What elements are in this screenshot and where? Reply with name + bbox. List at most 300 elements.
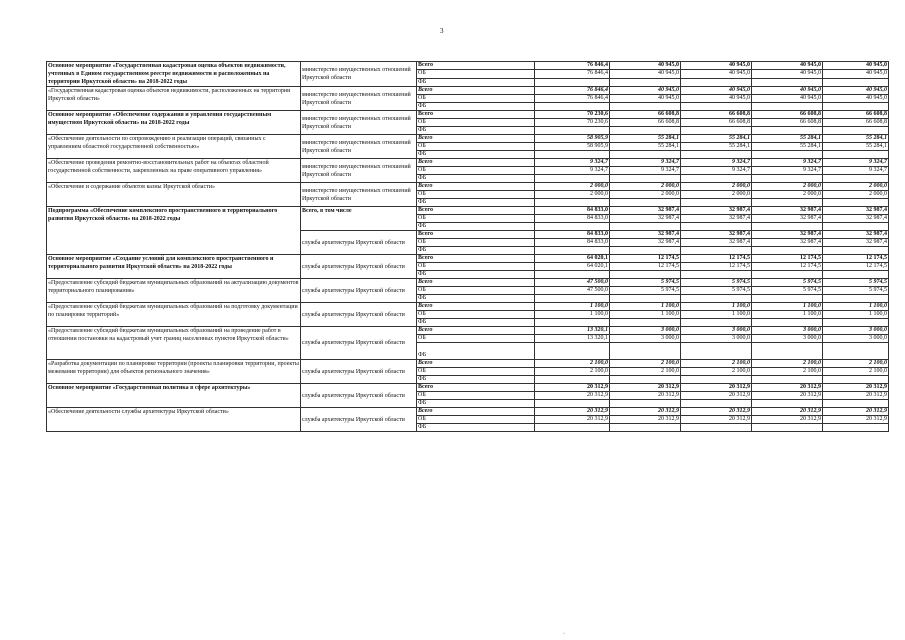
measure-name: «Разработка документации по планировке территории (проекты планировки территории, проекты межевания территории) для объектов регионального значения» bbox=[47, 360, 301, 384]
funding-source: Всего bbox=[417, 384, 535, 392]
amount-cell: 1 100,0 bbox=[752, 311, 823, 319]
amount-cell: 40 945,0 bbox=[823, 95, 889, 103]
amount-cell: 2 100,0 bbox=[535, 360, 610, 368]
amount-cell bbox=[752, 319, 823, 327]
amount-cell: 32 987,4 bbox=[752, 231, 823, 239]
amount-cell: 2 000,0 bbox=[535, 191, 610, 199]
amount-cell: 32 987,4 bbox=[681, 231, 752, 239]
funding-source: ФБ bbox=[417, 271, 535, 279]
amount-cell bbox=[610, 400, 681, 408]
amount-cell: 32 987,4 bbox=[752, 215, 823, 223]
amount-cell: 32 987,4 bbox=[681, 207, 752, 215]
amount-cell: 9 324,7 bbox=[535, 167, 610, 175]
amount-cell bbox=[681, 151, 752, 159]
amount-cell: 58 905,9 bbox=[535, 143, 610, 151]
amount-cell: 5 974,5 bbox=[752, 279, 823, 287]
amount-cell: 32 987,4 bbox=[752, 239, 823, 247]
funding-source: Всего bbox=[417, 159, 535, 167]
amount-cell bbox=[610, 151, 681, 159]
amount-cell: 32 987,4 bbox=[610, 231, 681, 239]
responsible-executor: служба архитектуры Иркутской области bbox=[301, 408, 417, 432]
amount-cell bbox=[823, 247, 889, 255]
measure-name: Основное мероприятие «Государственная политика в сфере архитектуры» bbox=[47, 384, 301, 408]
amount-cell: 3 000,0 bbox=[823, 327, 889, 335]
funding-source: ОБ bbox=[417, 416, 535, 424]
amount-cell bbox=[823, 127, 889, 135]
table-row bbox=[47, 87, 889, 95]
amount-cell: 64 020,1 bbox=[535, 255, 610, 263]
amount-cell: 2 000,0 bbox=[535, 183, 610, 191]
funding-source: ФБ bbox=[417, 78, 535, 86]
table-row bbox=[47, 303, 889, 311]
amount-cell bbox=[681, 400, 752, 408]
amount-cell: 2 100,0 bbox=[752, 360, 823, 368]
table-row bbox=[47, 384, 889, 392]
amount-cell: 32 987,4 bbox=[752, 207, 823, 215]
amount-cell bbox=[610, 295, 681, 303]
amount-cell bbox=[681, 376, 752, 384]
responsible-executor: служба архитектуры Иркутской области bbox=[301, 360, 417, 384]
table-row bbox=[47, 408, 889, 416]
amount-cell: 76 846,4 bbox=[535, 70, 610, 78]
amount-cell bbox=[535, 103, 610, 111]
amount-cell bbox=[823, 319, 889, 327]
amount-cell: 55 284,1 bbox=[823, 135, 889, 143]
amount-cell: 20 312,9 bbox=[752, 408, 823, 416]
amount-cell bbox=[535, 151, 610, 159]
amount-cell: 84 833,0 bbox=[535, 239, 610, 247]
funding-source: ФБ bbox=[417, 151, 535, 159]
funding-source: ОБ bbox=[417, 70, 535, 78]
amount-cell bbox=[681, 424, 752, 432]
table-row bbox=[47, 159, 889, 167]
funding-source: ОБ bbox=[417, 95, 535, 103]
amount-cell bbox=[535, 400, 610, 408]
amount-cell: 2 100,0 bbox=[823, 368, 889, 376]
funding-source: ОБ bbox=[417, 119, 535, 127]
amount-cell: 9 324,7 bbox=[610, 159, 681, 167]
responsible-executor: служба архитектуры Иркутской области bbox=[301, 384, 417, 408]
amount-cell: 1 100,0 bbox=[823, 311, 889, 319]
amount-cell bbox=[681, 295, 752, 303]
funding-source: ОБ bbox=[417, 191, 535, 199]
footer-mark: · bbox=[563, 631, 565, 637]
amount-cell: 3 000,0 bbox=[752, 327, 823, 335]
amount-cell bbox=[752, 175, 823, 183]
amount-cell: 20 312,9 bbox=[535, 384, 610, 392]
measure-name: «Государственная кадастровая оценка объектов недвижимости, расположенных на территории Иркутской области» bbox=[47, 87, 301, 111]
responsible-executor: служба архитектуры Иркутской области bbox=[301, 303, 417, 327]
measure-name: Основное мероприятие «Государственная кадастровая оценка объектов недвижимости, учтенных в Едином государственном реестре недвижимости и расположенных на территории Иркутской области» на 2018-2022 годы bbox=[47, 62, 301, 87]
amount-cell: 40 945,0 bbox=[681, 62, 752, 70]
amount-cell bbox=[752, 400, 823, 408]
amount-cell: 55 284,1 bbox=[610, 135, 681, 143]
amount-cell: 40 945,0 bbox=[752, 87, 823, 95]
amount-cell: 20 312,9 bbox=[610, 384, 681, 392]
measure-name: «Предоставление субсидий бюджетам муниципальных образований на проведение работ в отношении постановки на кадастровый учет границ населенных пунктов Иркутской области» bbox=[47, 327, 301, 360]
amount-cell bbox=[610, 223, 681, 231]
amount-cell: 20 312,9 bbox=[752, 384, 823, 392]
measure-name: Основное мероприятие «Создание условий для комплексного пространственного и территориального развития Иркутской области» на 2018-2022 годы bbox=[47, 255, 301, 279]
amount-cell: 9 324,7 bbox=[681, 167, 752, 175]
funding-source: ОБ bbox=[417, 368, 535, 376]
amount-cell: 32 987,4 bbox=[681, 239, 752, 247]
amount-cell bbox=[535, 319, 610, 327]
amount-cell: 66 608,8 bbox=[610, 119, 681, 127]
amount-cell bbox=[752, 78, 823, 86]
funding-source: ФБ bbox=[417, 319, 535, 327]
amount-cell: 84 833,0 bbox=[535, 231, 610, 239]
table-row bbox=[47, 327, 889, 335]
amount-cell: 2 000,0 bbox=[752, 191, 823, 199]
amount-cell: 5 974,5 bbox=[681, 279, 752, 287]
amount-cell bbox=[535, 199, 610, 207]
amount-cell: 12 174,5 bbox=[681, 263, 752, 271]
amount-cell: 20 312,9 bbox=[610, 416, 681, 424]
funding-source: ФБ bbox=[417, 103, 535, 111]
amount-cell: 32 987,4 bbox=[823, 231, 889, 239]
amount-cell: 9 324,7 bbox=[535, 159, 610, 167]
amount-cell: 66 608,8 bbox=[823, 119, 889, 127]
amount-cell: 66 608,8 bbox=[681, 119, 752, 127]
table-row bbox=[47, 135, 889, 143]
responsible-executor: министерство имущественных отношений Иркутской области bbox=[301, 135, 417, 159]
amount-cell: 9 324,7 bbox=[823, 167, 889, 175]
amount-cell: 2 000,0 bbox=[681, 191, 752, 199]
amount-cell bbox=[681, 343, 752, 360]
amount-cell: 2 100,0 bbox=[681, 368, 752, 376]
amount-cell bbox=[610, 175, 681, 183]
amount-cell bbox=[681, 199, 752, 207]
amount-cell: 70 230,6 bbox=[535, 111, 610, 119]
amount-cell: 9 324,7 bbox=[681, 159, 752, 167]
amount-cell: 2 100,0 bbox=[823, 360, 889, 368]
amount-cell bbox=[610, 376, 681, 384]
amount-cell bbox=[752, 223, 823, 231]
amount-cell: 9 324,7 bbox=[752, 167, 823, 175]
amount-cell: 66 608,8 bbox=[681, 111, 752, 119]
amount-cell: 20 312,9 bbox=[535, 416, 610, 424]
amount-cell bbox=[610, 247, 681, 255]
amount-cell: 76 846,4 bbox=[535, 87, 610, 95]
amount-cell: 76 846,4 bbox=[535, 95, 610, 103]
amount-cell: 40 945,0 bbox=[752, 70, 823, 78]
amount-cell bbox=[681, 223, 752, 231]
amount-cell: 3 000,0 bbox=[681, 327, 752, 335]
amount-cell bbox=[823, 376, 889, 384]
amount-cell: 20 312,9 bbox=[610, 408, 681, 416]
amount-cell: 40 945,0 bbox=[681, 87, 752, 95]
table-body bbox=[47, 62, 889, 432]
amount-cell: 40 945,0 bbox=[752, 95, 823, 103]
amount-cell bbox=[610, 424, 681, 432]
amount-cell: 32 987,4 bbox=[610, 207, 681, 215]
amount-cell: 1 100,0 bbox=[681, 311, 752, 319]
responsible-executor: служба архитектуры Иркутской области bbox=[301, 279, 417, 303]
amount-cell: 2 100,0 bbox=[752, 368, 823, 376]
amount-cell bbox=[752, 103, 823, 111]
amount-cell bbox=[823, 151, 889, 159]
amount-cell: 20 312,9 bbox=[823, 416, 889, 424]
funding-source: ФБ bbox=[417, 424, 535, 432]
table-row bbox=[47, 279, 889, 287]
amount-cell bbox=[752, 199, 823, 207]
amount-cell bbox=[610, 199, 681, 207]
amount-cell: 5 974,5 bbox=[610, 279, 681, 287]
amount-cell bbox=[535, 175, 610, 183]
funding-source: ФБ bbox=[417, 247, 535, 255]
amount-cell: 84 833,0 bbox=[535, 207, 610, 215]
measure-name: «Обеспечение и содержание объектов казны Иркутской области» bbox=[47, 183, 301, 207]
amount-cell: 66 608,8 bbox=[823, 111, 889, 119]
amount-cell: 40 945,0 bbox=[823, 87, 889, 95]
funding-source: Всего bbox=[417, 87, 535, 95]
amount-cell: 20 312,9 bbox=[681, 416, 752, 424]
amount-cell: 2 100,0 bbox=[610, 360, 681, 368]
amount-cell bbox=[823, 400, 889, 408]
amount-cell: 32 987,4 bbox=[681, 215, 752, 223]
amount-cell bbox=[752, 295, 823, 303]
funding-source: Всего bbox=[417, 183, 535, 191]
amount-cell: 20 312,9 bbox=[535, 408, 610, 416]
amount-cell bbox=[752, 343, 823, 360]
amount-cell bbox=[752, 376, 823, 384]
amount-cell bbox=[681, 103, 752, 111]
amount-cell: 1 100,0 bbox=[823, 303, 889, 311]
measure-name: «Предоставление субсидий бюджетам муниципальных образований на подготовку документации по планировке территорий» bbox=[47, 303, 301, 327]
amount-cell bbox=[823, 343, 889, 360]
amount-cell: 55 284,1 bbox=[752, 135, 823, 143]
amount-cell: 20 312,9 bbox=[681, 392, 752, 400]
responsible-executor: Всего, в том числе bbox=[301, 207, 417, 231]
amount-cell: 32 987,4 bbox=[610, 215, 681, 223]
amount-cell: 40 945,0 bbox=[610, 70, 681, 78]
amount-cell: 12 174,5 bbox=[823, 255, 889, 263]
funding-source: ФБ bbox=[417, 175, 535, 183]
amount-cell: 1 100,0 bbox=[752, 303, 823, 311]
amount-cell: 2 100,0 bbox=[535, 368, 610, 376]
amount-cell: 3 000,0 bbox=[752, 335, 823, 343]
amount-cell: 5 974,5 bbox=[752, 287, 823, 295]
amount-cell bbox=[610, 271, 681, 279]
amount-cell: 40 945,0 bbox=[610, 87, 681, 95]
amount-cell bbox=[823, 175, 889, 183]
funding-source: ОБ bbox=[417, 143, 535, 151]
funding-source: ОБ bbox=[417, 335, 535, 343]
amount-cell: 12 174,5 bbox=[681, 255, 752, 263]
amount-cell: 40 945,0 bbox=[823, 62, 889, 70]
amount-cell: 2 000,0 bbox=[610, 183, 681, 191]
measure-name: «Обеспечение деятельности по сопровождению и реализации операций, связанных с управлением областной государственной собственностью» bbox=[47, 135, 301, 159]
amount-cell: 13 320,1 bbox=[535, 335, 610, 343]
responsible-executor: министерство имущественных отношений Иркутской области bbox=[301, 62, 417, 87]
amount-cell: 3 000,0 bbox=[823, 335, 889, 343]
amount-cell: 12 174,5 bbox=[823, 263, 889, 271]
amount-cell bbox=[752, 247, 823, 255]
amount-cell: 84 833,0 bbox=[535, 215, 610, 223]
amount-cell: 2 000,0 bbox=[823, 191, 889, 199]
amount-cell: 1 100,0 bbox=[535, 311, 610, 319]
amount-cell: 2 000,0 bbox=[752, 183, 823, 191]
amount-cell bbox=[535, 247, 610, 255]
budget-table bbox=[46, 61, 889, 432]
table-row bbox=[47, 207, 889, 215]
amount-cell: 47 500,0 bbox=[535, 279, 610, 287]
amount-cell: 66 608,8 bbox=[610, 111, 681, 119]
amount-cell: 20 312,9 bbox=[535, 392, 610, 400]
responsible-executor: министерство имущественных отношений Иркутской области bbox=[301, 183, 417, 207]
amount-cell bbox=[535, 78, 610, 86]
amount-cell bbox=[681, 175, 752, 183]
amount-cell: 5 974,5 bbox=[610, 287, 681, 295]
amount-cell: 32 987,4 bbox=[823, 215, 889, 223]
amount-cell bbox=[823, 223, 889, 231]
amount-cell: 3 000,0 bbox=[681, 335, 752, 343]
amount-cell: 3 000,0 bbox=[610, 335, 681, 343]
amount-cell: 20 312,9 bbox=[681, 384, 752, 392]
amount-cell bbox=[823, 199, 889, 207]
amount-cell: 58 905,9 bbox=[535, 135, 610, 143]
page-number: 3 bbox=[440, 27, 444, 35]
amount-cell bbox=[535, 295, 610, 303]
amount-cell: 13 320,1 bbox=[535, 327, 610, 335]
amount-cell bbox=[610, 103, 681, 111]
table-row bbox=[47, 111, 889, 119]
measure-name: «Предоставление субсидий бюджетам муниципальных образований на актуализацию документов территориального планирования» bbox=[47, 279, 301, 303]
funding-source: Всего bbox=[417, 360, 535, 368]
amount-cell: 20 312,9 bbox=[823, 408, 889, 416]
amount-cell: 55 284,1 bbox=[681, 143, 752, 151]
funding-source: ОБ bbox=[417, 215, 535, 223]
amount-cell bbox=[535, 127, 610, 135]
responsible-executor: служба архитектуры Иркутской области bbox=[301, 255, 417, 279]
amount-cell bbox=[535, 223, 610, 231]
amount-cell: 70 230,6 bbox=[535, 119, 610, 127]
amount-cell: 2 000,0 bbox=[610, 191, 681, 199]
funding-source: Всего bbox=[417, 408, 535, 416]
funding-source: ФБ bbox=[417, 223, 535, 231]
funding-source: Всего bbox=[417, 231, 535, 239]
funding-source: Всего bbox=[417, 135, 535, 143]
amount-cell: 76 846,4 bbox=[535, 62, 610, 70]
amount-cell: 20 312,9 bbox=[610, 392, 681, 400]
funding-source: Всего bbox=[417, 279, 535, 287]
funding-source: Всего bbox=[417, 327, 535, 335]
amount-cell: 2 000,0 bbox=[681, 183, 752, 191]
amount-cell: 2 000,0 bbox=[823, 183, 889, 191]
amount-cell bbox=[752, 271, 823, 279]
amount-cell: 20 312,9 bbox=[752, 392, 823, 400]
amount-cell bbox=[752, 127, 823, 135]
funding-source: Всего bbox=[417, 255, 535, 263]
responsible-executor: министерство имущественных отношений Иркутской области bbox=[301, 111, 417, 135]
amount-cell: 12 174,5 bbox=[752, 255, 823, 263]
responsible-executor: министерство имущественных отношений Иркутской области bbox=[301, 159, 417, 183]
responsible-executor: министерство имущественных отношений Иркутской области bbox=[301, 87, 417, 111]
amount-cell: 32 987,4 bbox=[610, 239, 681, 247]
measure-name: Подпрограмма «Обеспечение комплексного пространственного и территориального развития Иркутской области» на 2018-2022 годы bbox=[47, 207, 301, 255]
amount-cell bbox=[610, 319, 681, 327]
amount-cell: 5 974,5 bbox=[681, 287, 752, 295]
amount-cell: 20 312,9 bbox=[823, 384, 889, 392]
amount-cell: 1 100,0 bbox=[535, 303, 610, 311]
funding-source: Всего bbox=[417, 303, 535, 311]
funding-source: Всего bbox=[417, 207, 535, 215]
amount-cell: 5 974,5 bbox=[823, 287, 889, 295]
amount-cell bbox=[823, 295, 889, 303]
amount-cell: 20 312,9 bbox=[752, 416, 823, 424]
amount-cell: 32 987,4 bbox=[823, 207, 889, 215]
measure-name: «Обеспечение деятельности службы архитектуры Иркутской области» bbox=[47, 408, 301, 432]
amount-cell bbox=[681, 271, 752, 279]
measure-name: Основное мероприятие «Обеспечение содержания и управления государственным имуществом Иркутской области» на 2018-2022 годы bbox=[47, 111, 301, 135]
amount-cell: 66 608,8 bbox=[752, 119, 823, 127]
funding-source: ОБ bbox=[417, 392, 535, 400]
funding-source: ОБ bbox=[417, 311, 535, 319]
amount-cell: 12 174,5 bbox=[752, 263, 823, 271]
measure-name: «Обеспечение проведения ремонтно-восстановительных работ на объектах областной государственной собственности, закрепленных на праве оперативного управления» bbox=[47, 159, 301, 183]
funding-source: Всего bbox=[417, 62, 535, 70]
table-row bbox=[47, 62, 889, 70]
responsible-executor: служба архитектуры Иркутской области bbox=[301, 327, 417, 360]
funding-source: ФБ bbox=[417, 400, 535, 408]
amount-cell: 20 312,9 bbox=[823, 392, 889, 400]
funding-source: ОБ bbox=[417, 167, 535, 175]
responsible-executor: служба архитектуры Иркутской области bbox=[301, 231, 417, 255]
amount-cell: 40 945,0 bbox=[752, 62, 823, 70]
amount-cell bbox=[610, 343, 681, 360]
funding-source: ОБ bbox=[417, 239, 535, 247]
funding-source: ФБ bbox=[417, 376, 535, 384]
amount-cell bbox=[535, 343, 610, 360]
funding-source: ФБ bbox=[417, 199, 535, 207]
amount-cell bbox=[535, 376, 610, 384]
amount-cell: 55 284,1 bbox=[610, 143, 681, 151]
amount-cell: 32 987,4 bbox=[823, 239, 889, 247]
amount-cell bbox=[681, 319, 752, 327]
amount-cell: 66 608,8 bbox=[752, 111, 823, 119]
amount-cell bbox=[681, 127, 752, 135]
amount-cell: 20 312,9 bbox=[681, 408, 752, 416]
amount-cell: 1 100,0 bbox=[681, 303, 752, 311]
funding-source: ОБ bbox=[417, 263, 535, 271]
funding-source: ОБ bbox=[417, 287, 535, 295]
amount-cell: 9 324,7 bbox=[823, 159, 889, 167]
funding-source: Всего bbox=[417, 111, 535, 119]
table-row bbox=[47, 183, 889, 191]
amount-cell bbox=[681, 78, 752, 86]
amount-cell: 55 284,1 bbox=[752, 143, 823, 151]
amount-cell bbox=[610, 127, 681, 135]
amount-cell: 55 284,1 bbox=[681, 135, 752, 143]
amount-cell bbox=[535, 424, 610, 432]
amount-cell: 64 020,1 bbox=[535, 263, 610, 271]
amount-cell bbox=[752, 151, 823, 159]
amount-cell bbox=[823, 103, 889, 111]
amount-cell: 40 945,0 bbox=[823, 70, 889, 78]
amount-cell: 9 324,7 bbox=[752, 159, 823, 167]
amount-cell: 5 974,5 bbox=[823, 279, 889, 287]
amount-cell: 40 945,0 bbox=[681, 70, 752, 78]
amount-cell: 1 100,0 bbox=[610, 311, 681, 319]
amount-cell: 40 945,0 bbox=[610, 62, 681, 70]
amount-cell: 47 500,0 bbox=[535, 287, 610, 295]
amount-cell bbox=[752, 424, 823, 432]
amount-cell bbox=[823, 78, 889, 86]
amount-cell: 12 174,5 bbox=[610, 263, 681, 271]
amount-cell: 55 284,1 bbox=[823, 143, 889, 151]
funding-source: ФБ bbox=[417, 127, 535, 135]
